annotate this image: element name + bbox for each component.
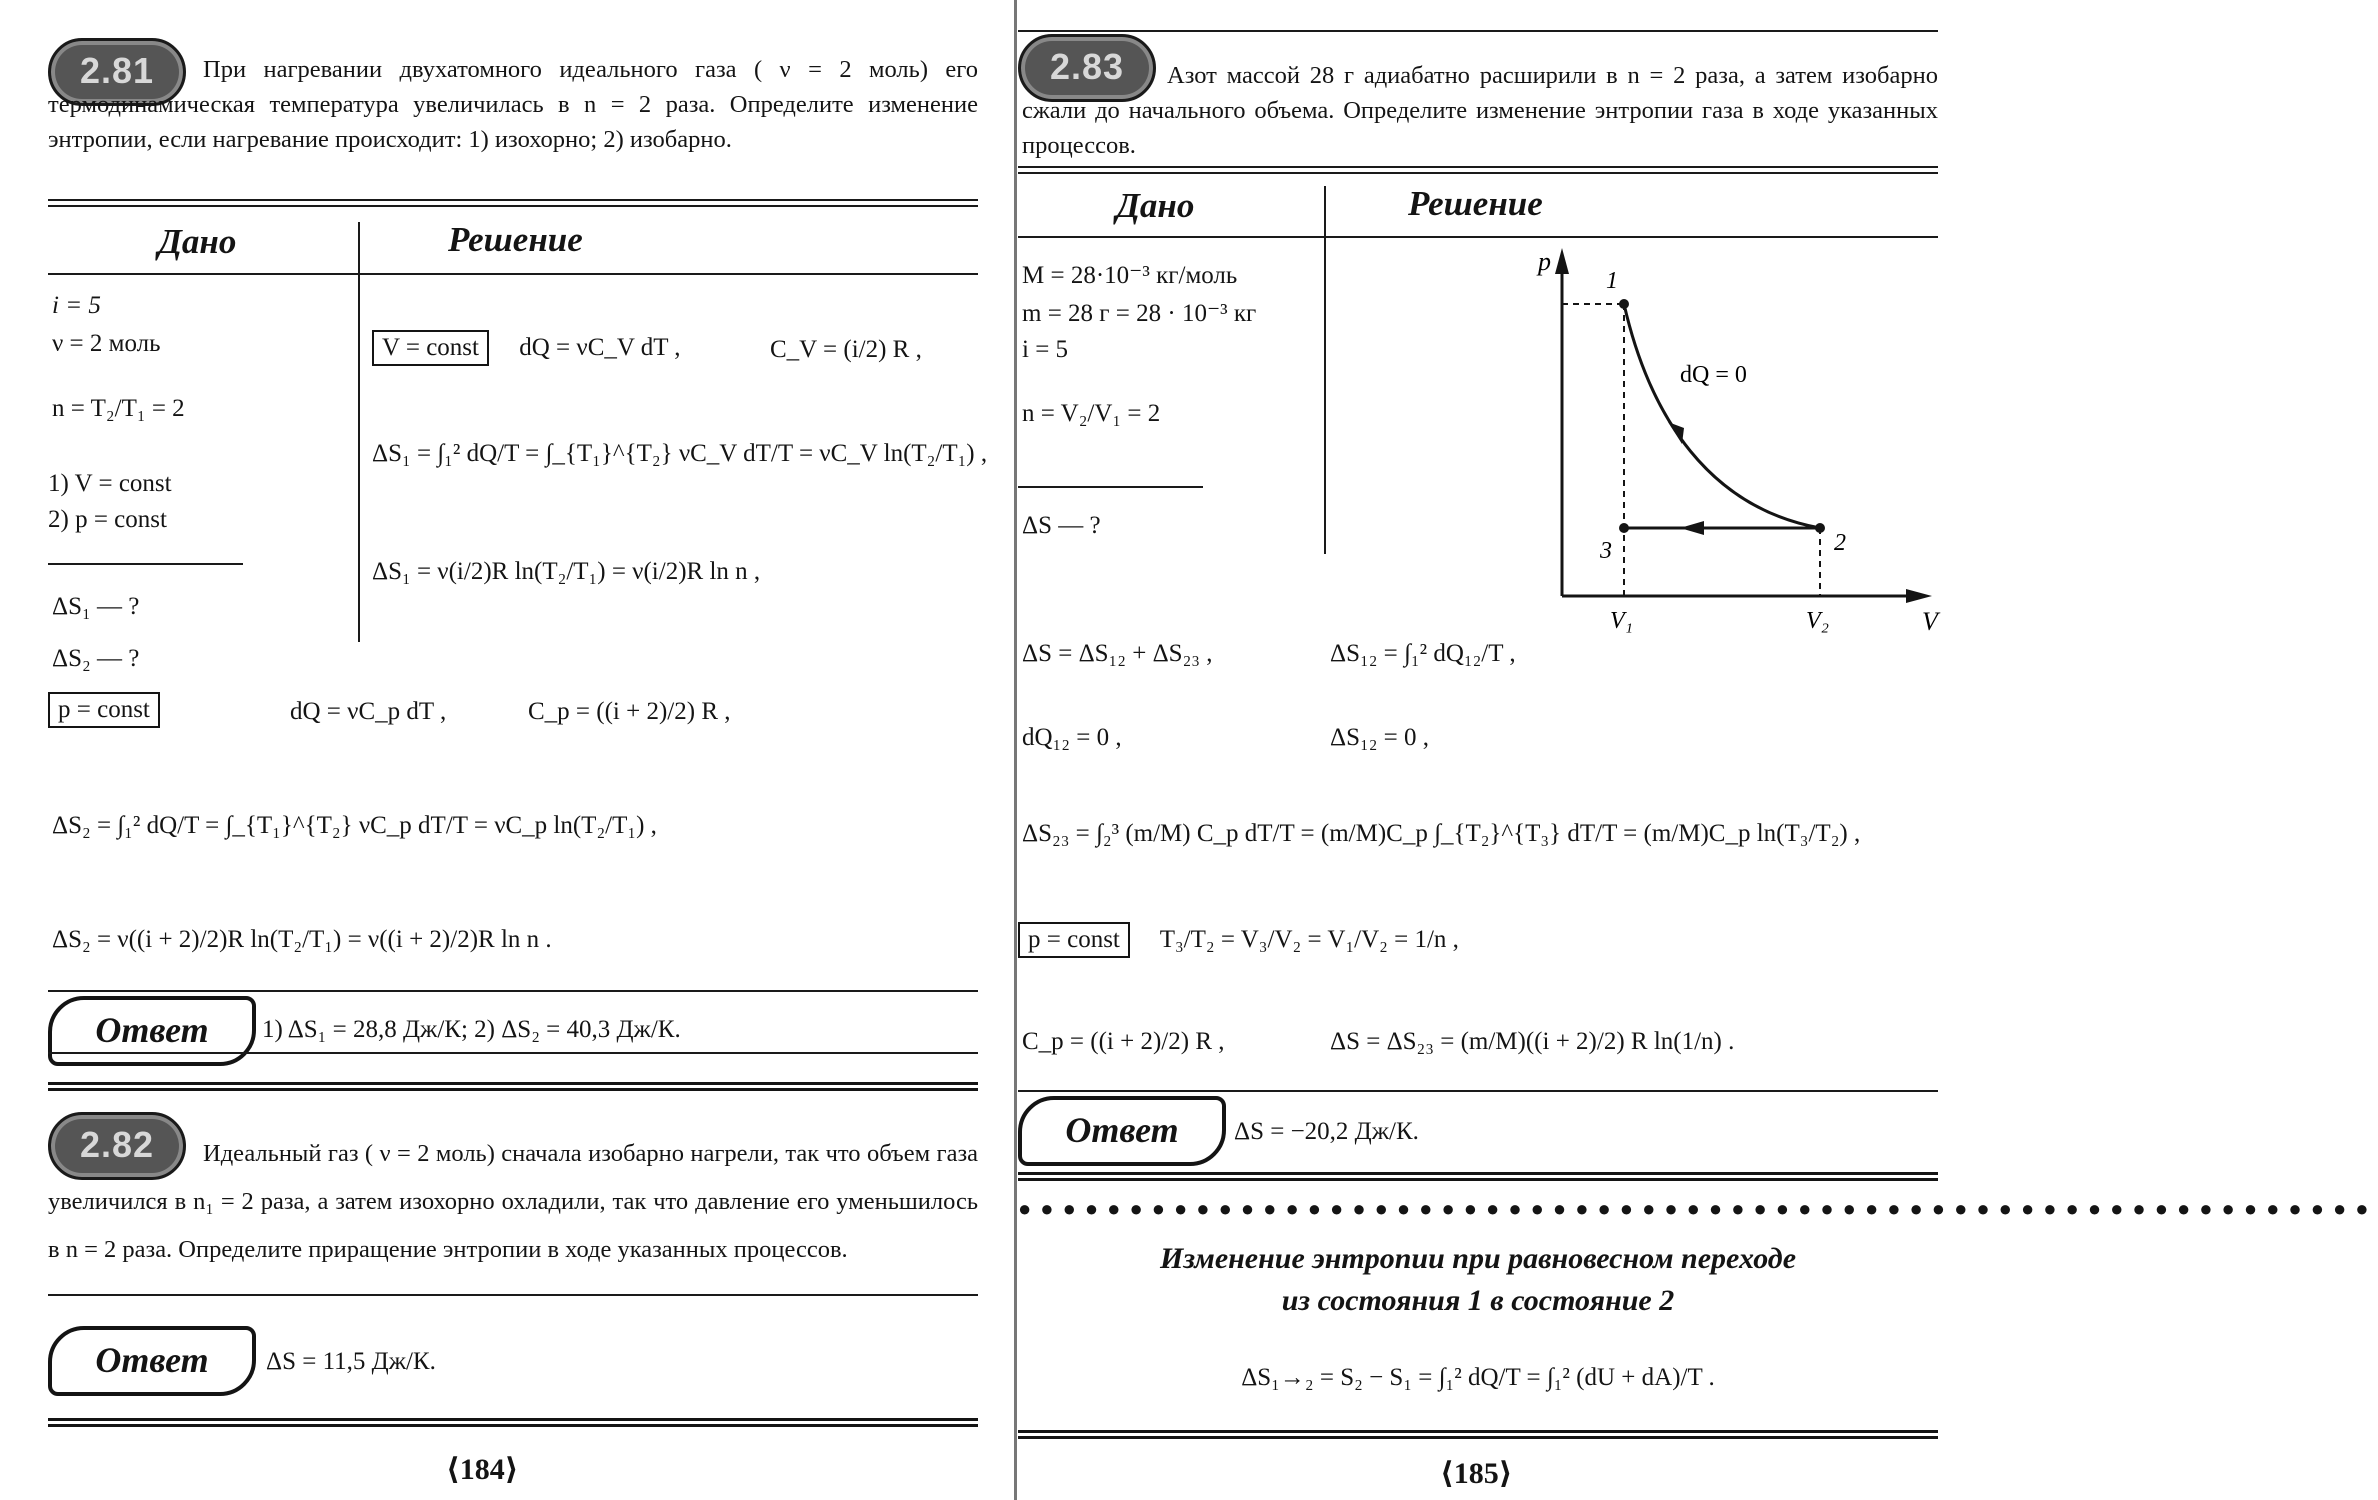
answer-label: Ответ (48, 996, 256, 1066)
given-item: ν = 2 моль (52, 330, 161, 357)
formula: C_p = ((i + 2)/2) R , (1022, 1028, 1225, 1055)
formula: ΔS₁ = ν(i/2)R ln(T₂/T₁) = ν(i/2)R ln n , (372, 558, 761, 585)
section-formula: ΔS₁→₂ = S₂ − S₁ = ∫₁² dQ/T = ∫₁² (dU + dA)/T . (1241, 1364, 1715, 1391)
given-separator (358, 222, 360, 642)
formula: ΔS₂ = ∫₁² dQ/T = ∫_{T₁}^{T₂} νC_p dT/T = νC_p ln(T₂/T₁) , (52, 812, 657, 839)
divider (1018, 172, 1938, 174)
page-bottom-rule (48, 1418, 978, 1427)
page-number-value: 185 (1453, 1457, 1499, 1490)
divider (1018, 166, 1938, 168)
given-item: m = 28 г = 28 · 10⁻³ кг (1022, 300, 1257, 327)
problem-number-badge: 2.83 (1018, 34, 1156, 102)
given-item: 1) V = const (48, 470, 172, 497)
p-axis-arrow (1555, 248, 1569, 274)
unknown-item: ΔS₂ — ? (52, 645, 140, 672)
answer-label: Ответ (1018, 1096, 1226, 1166)
state-label-2: 2 (1834, 530, 1846, 556)
state-point-1 (1619, 299, 1629, 309)
answer-text: ΔS = 11,5 Дж/К. (266, 1348, 436, 1375)
page-number: ⟨185⟩ (1440, 1457, 1513, 1490)
formula-row (48, 692, 184, 728)
dotted-separator: ●●●●●●●●●●●●●●●●●●●●●●●●●●●●●●●●●●●●●●●●●●●●●●●●●●●●●●●●●●●●● (1018, 1196, 2378, 1221)
formula: C_V = (i/2) R , (770, 336, 922, 363)
given-separator (1324, 186, 1326, 554)
condition-box: V = const (372, 330, 489, 366)
given-underline (48, 563, 243, 565)
condition-box: p = const (48, 692, 160, 728)
answer-text: ΔS = −20,2 Дж/К. (1234, 1118, 1419, 1145)
given-item: i = 5 (52, 292, 101, 319)
answer-top-rule (1018, 1090, 1938, 1092)
given-item: n = T₂/T₁ = 2 (52, 395, 185, 422)
unknown-item: ΔS₁ — ? (52, 593, 140, 620)
page-number-value: 184 (459, 1453, 505, 1486)
formula: dQ = νC_p dT , (290, 698, 447, 725)
answer-bottom-rule (48, 1052, 978, 1054)
formula: dQ = νC_V dT , (519, 334, 681, 361)
formula: ΔS = ΔS₁₂ + ΔS₂₃ , (1022, 640, 1213, 667)
formula: ΔS = ΔS₂₃ = (m/M)((i + 2)/2) R ln(1/n) . (1330, 1028, 1735, 1055)
adiabat-curve (1624, 304, 1820, 528)
formula: T₃/T₂ = V₃/V₂ = V₁/V₂ = 1/n , (1159, 926, 1459, 953)
answer-text: 1) ΔS₁ = 28,8 Дж/К; 2) ΔS₂ = 40,3 Дж/К. (262, 1016, 681, 1043)
condition-box: p = const (1018, 922, 1130, 958)
formula: ΔS₂₃ = ∫₂³ (m/M) C_p dT/T = (m/M)C_p ∫_{T₂}^{T₃} dT/T = (m/M)C_p ln(T₃/T₂) , (1022, 820, 1861, 847)
page-gutter (1014, 0, 1017, 1500)
problem-separator (1018, 1172, 1938, 1181)
section-title (1018, 1238, 1938, 1322)
axis-label-p: p (1538, 247, 1551, 276)
tick-label-v1: V₁ (1610, 608, 1634, 634)
problem-number-badge: 2.81 (48, 38, 186, 106)
formula: C_p = ((i + 2)/2) R , (528, 698, 731, 725)
answer-label: Ответ (48, 1326, 256, 1396)
formula: ΔS₁₂ = 0 , (1330, 724, 1430, 751)
v-axis-arrow (1906, 589, 1932, 603)
given-heading: Дано (1116, 186, 1195, 225)
adiabat-label: dQ = 0 (1680, 362, 1747, 388)
unknown-item: ΔS — ? (1022, 512, 1101, 539)
divider (48, 1294, 978, 1296)
formula: dQ₁₂ = 0 , (1022, 724, 1122, 751)
table-header-line (48, 273, 978, 275)
formula: ΔS₂ = ν((i + 2)/2)R ln(T₂/T₁) = ν((i + 2)/2)R ln n . (52, 926, 552, 953)
problem-283-text: Азот массой 28 г адиабатно расширили в n = 2 раза, а затем изобарно сжали до начального объема. Определите изменение энтропии газа в ходе указанных процессов. (1022, 62, 1938, 159)
isobar-arrow (1680, 521, 1704, 535)
formula-row (1018, 922, 1459, 958)
section-title-line: Изменение энтропии при равновесном переходе (1159, 1242, 1797, 1275)
pv-diagram (1540, 238, 1940, 638)
given-item: M = 28·10⁻³ кг/моль (1022, 262, 1238, 289)
solution-heading: Решение (1408, 184, 1543, 223)
state-point-3 (1619, 523, 1629, 533)
axis-label-v: V (1922, 607, 1938, 636)
problem-number-badge: 2.82 (48, 1112, 186, 1180)
answer-top-rule (48, 990, 978, 992)
page-top-rule (1018, 30, 1938, 32)
state-label-1: 1 (1606, 268, 1618, 294)
formula: ΔS₁ = ∫₁² dQ/T = ∫_{T₁}^{T₂} νC_V dT/T = νC_V ln(T₂/T₁) , (372, 440, 988, 467)
tick-label-v2: V₂ (1806, 608, 1830, 634)
given-item: 2) p = const (48, 506, 167, 533)
divider (48, 199, 978, 201)
given-heading: Дано (158, 222, 237, 261)
page-number: ⟨184⟩ (446, 1453, 519, 1486)
state-label-3: 3 (1600, 538, 1612, 564)
problem-282-text: Идеальный газ ( ν = 2 моль) сначала изобарно нагрели, так что объем газа увеличился в n₁ = 2 раза, а затем изохорно охладили, так что давление его уменьшилось в n = 2 раза. Определите приращение энтропии в ходе указанных процессов. (48, 1140, 978, 1263)
divider (48, 205, 978, 207)
given-item: n = V₂/V₁ = 2 (1022, 400, 1161, 427)
given-item: i = 5 (1022, 336, 1069, 363)
page-bottom-rule (1018, 1430, 1938, 1439)
formula-row (372, 330, 681, 366)
problem-separator (48, 1082, 978, 1091)
adiabat-arrow (1668, 422, 1684, 444)
state-point-2 (1815, 523, 1825, 533)
given-underline (1018, 486, 1203, 488)
section-title-line: из состояния 1 в состояние 2 (1281, 1284, 1675, 1317)
formula: ΔS₁₂ = ∫₁² dQ₁₂/T , (1330, 640, 1516, 667)
problem-281-text: При нагревании двухатомного идеального газа ( ν = 2 моль) его термодинамическая температура увеличилась в n = 2 раза. Определите изменение энтропии, если нагревание происходит: 1) изохорно; 2) изобарно. (48, 56, 978, 153)
solution-heading: Решение (448, 220, 583, 259)
